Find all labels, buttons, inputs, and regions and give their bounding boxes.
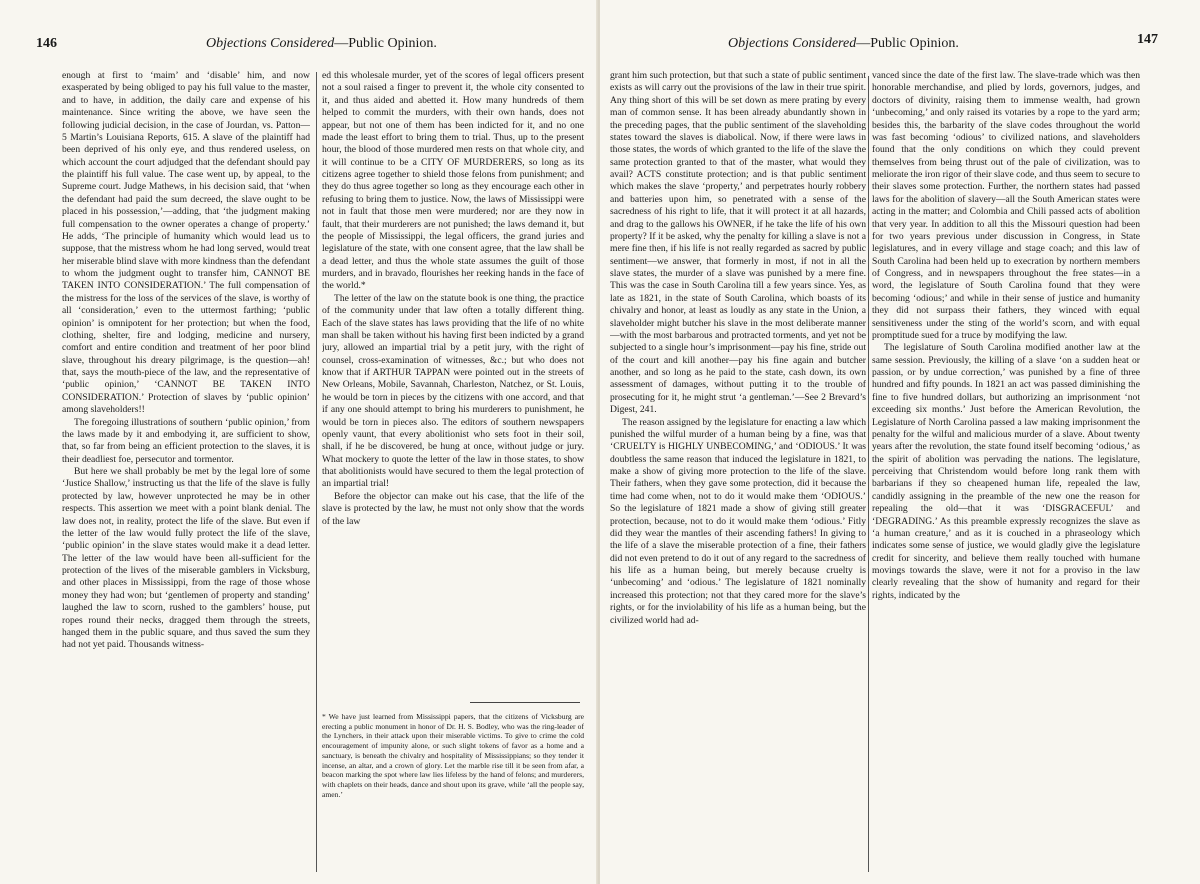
right-column-1 (610, 70, 866, 878)
column-divider (868, 76, 869, 872)
paragraph: Before the objector can make out his case, that the life of the slave is protected by the law, he must not only show that the words of the law (322, 490, 584, 527)
right-page (600, 0, 1200, 884)
paragraph: vanced since the date of the first law. The slave-trade which was then honorable merchandise, and plied by lords, governors, judges, and doctors of divinity, raising them to immense wealth, had grown ‘unbecoming,’ and only raised its votaries by a rope to the yard arm; besides this, the barbarity of the slave codes throughout the world was fast becoming ‘odious’ to civilized nations, and slaveholders found that the only conditions on which they could prevent themselves from being thrust out of the pale of civilization, was to meliorate the iron rigor of their slave code, and thus seem to secure to their slaves some protection. Further, the northern states had passed laws for the abolition of slavery—all the South American states were acting in the matter; and Colombia and Chili passed acts of abolition that very year. In addition to all this the Missouri question had been for two years previous under discussion in Congress, in State legislatures, and in every village and stage coach; and this law of South Carolina had been held up to execration by northern members of Congress, and in newspapers throughout the free states—in a word, the legislature of South Carolina found that they were becoming ‘odious;’ and while in their sense of justice and humanity they did not surpass their fathers, they winced with equal sensitiveness under the sting of the world’s scorn, and with equal promptitude sued for a truce by modifying the law. (872, 70, 1140, 341)
left-column-1 (62, 70, 310, 876)
right-column-2 (872, 70, 1140, 878)
footnote-rule (470, 702, 580, 703)
column-divider (316, 72, 317, 872)
right-running-head-main: Objections Considered (728, 36, 857, 51)
paragraph: ed this wholesale murder, yet of the scores of legal officers present not a soul raised a finger to prevent it, the whole city consented to it, and thus aided and abetted it. How many hundreds of them helped to commit the murders, with their own hands, does not appear, but not one of them has been indicted for it, and no one made the least effort to bring them to trial. Thus, up to the present hour, the blood of those murdered men rests on that whole city, and it will continue to be a CITY OF MURDERERS, so long as its citizens agree together to shield those felons from punishment; and they do thus agree together so long as they encourage each other in refusing to bring them to justice. Now, the laws of Mississippi were not in fault that those men were murdered; nor are they now in fault, that their murderers are not punished; the laws demand it, but the people of Mississippi, the legal officers, the grand juries and legislature of the state, with one consent agree, that the law shall be a dead letter, and thus the whole state assumes the guilt of those murders, and in bravado, flourishes her reeking hands in the face of the world.* (322, 70, 584, 292)
left-page (0, 0, 598, 884)
right-page-header (728, 32, 1158, 58)
paragraph: The reason assigned by the legislature for enacting a law which punished the wilful murder of a human being by a fine, was that ‘CRUELTY is HIGHLY UNBECOMING,’ and ‘ODIOUS.’ It was doubtless the same reason that induced the legislature in 1821, to make a show of giving more protection to the life of the slave. Their fathers, when they gave some protection, did it because the time had come when, not to do it would make them ‘ODIOUS.’ So the legislature of 1821 made a show of giving still greater protection, because, not to do it would make them ‘odious.’ Fitly did they wear the mantles of their ascending fathers! In giving to the life of a slave the miserable protection of a fine, their fathers did not even pretend to do it out of any regard to the sacredness of his life as a human being, but merely because cruelty is ‘unbecoming’ and ‘odious.’ The legislature of 1821 nominally increased this protection; not that they cared more for the slave’s rights, or for the inviolability of his life as a human being, but the civilized world had ad- (610, 416, 866, 626)
left-running-head (206, 36, 437, 52)
paragraph: enough at first to ‘maim’ and ‘disable’ him, and now exasperated by being obliged to pay his full value to the master, and to have, in addition, the daily care and expense of his maintenance. Since writing the above, we have seen the following judicial decision, in the case of Jourdan, vs. Patton—5 Martin’s Louisiana Reports, 615. A slave of the plaintiff had been deprived of his only eye, and thus rendered useless, on which account the court adjudged that the defendant should pay the plaintiff his full value. The case went up, by appeal, to the Supreme court. Judge Mathews, in his decision said, that ‘when the defendant had paid the sum decreed, the slave ought to be placed in his possession,’—adding, that ‘the judgment making full compensation to the owner operates a change of property.’ He adds, ‘The principle of humanity which would lead us to suppose, that the mistress whom he had long served, would treat her miserable blind slave with more kindness than the defendant to whom the judgment ought to transfer him, CANNOT BE TAKEN INTO CONSIDERATION.’ The full compensation of the mistress for the loss of the services of the slave, is worthy of all ‘consideration,’ even to the uttermost farthing; ‘public opinion’ is omnipotent for her protection; but when the food, clothing, shelter, fire and lodging, medicine and nursery, comfort and entire condition and treatment of her poor blind slave, throughout his dreary pilgrimage, is the question—ah! that, says the mouth-piece of the law, and the representative of ‘public opinion,’ ‘CANNOT BE TAKEN INTO CONSIDERATION.’ Protection of slaves by ‘public opinion’ among slaveholders!! (62, 70, 310, 416)
paragraph: But here we shall probably be met by the legal lore of some ‘Justice Shallow,’ instructing us that the life of the slave is fully protected by law, however unprotected he may be in other respects. This assertion we meet with a point blank denial. The law does not, in reality, protect the life of the slave. But even if the letter of the law would fully protect the life of the slave, ‘public opinion’ in the slave states would make it a dead letter. The letter of the law would have been all-sufficient for the protection of the lives of the miserable gamblers in Vicksburg, and other places in Mississippi, from the rage of those whose money they had won; but ‘gentlemen of property and standing’ laughed the law to scorn, rushed to the gamblers’ house, put ropes round their necks, dragged them through the streets, hanged them in the public square, and thus saved the sum they had not yet paid. Thousands witness- (62, 466, 310, 651)
left-page-number: 146 (36, 36, 57, 51)
paragraph: grant him such protection, but that such a state of public sentiment exists as will carry out the provisions of the law in their true spirit. Any thing short of this will be set down as mere prating by every man of common sense. It has been already abundantly shown in the preceding pages, that the public sentiment of the slaveholding states toward the slaves is diabolical. Now, if there were laws in those states, the words of which granted to the life of the slave the same protection granted to that of the master, what would they avail? ACTS constitute protection; and is that public sentiment which makes the slave ‘property,’ and perpetrates hourly robbery and batteries upon him, so penetrated with a sense of the sacredness of his right to life, that it will protect it at all hazards, and drag to the gallows his OWNER, if he take the life of his own property? If it be asked, why the penalty for killing a slave is not a mere fine then, if his life is not really regarded as sacred by public sentiment—we answer, that formerly in most, if not in all the slave states, the murder of a slave was punished by a mere fine. This was the case in South Carolina till a few years since. Yes, as late as 1821, in the state of South Carolina, which boasts of its chivalry and honor, at least as loudly as any state in the Union, a slaveholder might butcher his slave in the most deliberate manner—with the most barbarous and protracted torments, and yet not be subjected to a single hour’s imprisonment—pay his fine, stride out of the court and kill another—pay his fine again and butcher another, and so long as he paid to the state, cash down, its own assessment of damages, without putting it to the trouble of prosecuting for it, he might strut ‘a gentleman.’—See 2 Brevard’s Digest, 241. (610, 70, 866, 416)
paragraph: The foregoing illustrations of southern ‘public opinion,’ from the laws made by it and embodying it, are sufficient to show, that, so far from being an efficient protection to the slaves, it is their deadliest foe, persecutor and tormentor. (62, 416, 310, 465)
right-running-head (728, 36, 959, 52)
left-column-2 (322, 70, 584, 698)
paragraph: The legislature of South Carolina modified another law at the same session. Previously, the killing of a slave ‘on a sudden heat or passion, or by undue correction,’ was punished by a fine of three hundred and fifty pounds. In 1821 an act was passed diminishing the fine to five hundred dollars, but authorizing an imprisonment ‘not exceeding six months.’ Just before the American Revolution, the Legislature of North Carolina passed a law making imprisonment the penalty for the wilful and malicious murder of a slave. About twenty years after the revolution, the state found itself becoming ‘odious,’ as the spirit of abolition was pervading the nations. The legislature, perceiving that Christendom would before long rank them with barbarians if they so cheapened human life, repealed the law, candidly assigning in the preamble of the new one the reason for repealing the old—that it was ‘DISGRACEFUL’ and ‘DEGRADING.’ As this preamble expressly recognizes the slave as ‘a human creature,’ and as it is couched in a phraseology which indicates some sense of justice, we would gladly give the legislature credit for sincerity, and believe them really touched with humane movings towards the slave, were it not for a proviso in the law clearly revealing that the show of humanity and regard for their rights, indicated by the (872, 342, 1140, 601)
footnote: * We have just learned from Mississippi papers, that the citizens of Vicksburg are erecting a public monument in honor of Dr. H. S. Bodley, who was the ring-leader of the Lynchers, in their attack upon their miserable victims. To give to crime the cold encouragement of impunity alone, or such slight tokens of favor as a home and a sanctuary, is beneath the chivalry and hospitality of Mississippians; so they tender it incense, an altar, and a crown of glory. Let the marble rise till it be seen from afar, a beacon marking the spot where law lies lifeless by the hand of felons; and murderers, with chaplets on their heads, dance and shout upon its grave, while ‘all the people say, amen.’ (322, 712, 584, 799)
right-page-number: 147 (1137, 32, 1158, 47)
left-page-header (36, 36, 580, 58)
left-running-head-main: Objections Considered (206, 36, 335, 51)
paragraph: The letter of the law on the statute book is one thing, the practice of the community under that law often a totally different thing. Each of the slave states has laws providing that the life of no white man shall be taken without his having first been indicted by a grand jury, allowed an impartial trial by a petit jury, with the right of counsel, cross-examination of witnesses, &c.; but who does not know that if ARTHUR TAPPAN were pointed out in the streets of New Orleans, Mobile, Savannah, Charleston, Natchez, or St. Louis, he would be torn in pieces by the citizens with one accord, and that if any one should attempt to bring his murderers to punishment, he would be torn in pieces also. The editors of southern newspapers openly vaunt, that every abolitionist who sets foot in their soil, shall, if he be discovered, be hung at once, without judge or jury. What mockery to quote the letter of the law in those states, to show that abolitionists would have secured to them the legal protection of an impartial trial! (322, 292, 584, 490)
left-running-head-suffix: —Public Opinion. (334, 36, 437, 51)
right-running-head-suffix: —Public Opinion. (856, 36, 959, 51)
